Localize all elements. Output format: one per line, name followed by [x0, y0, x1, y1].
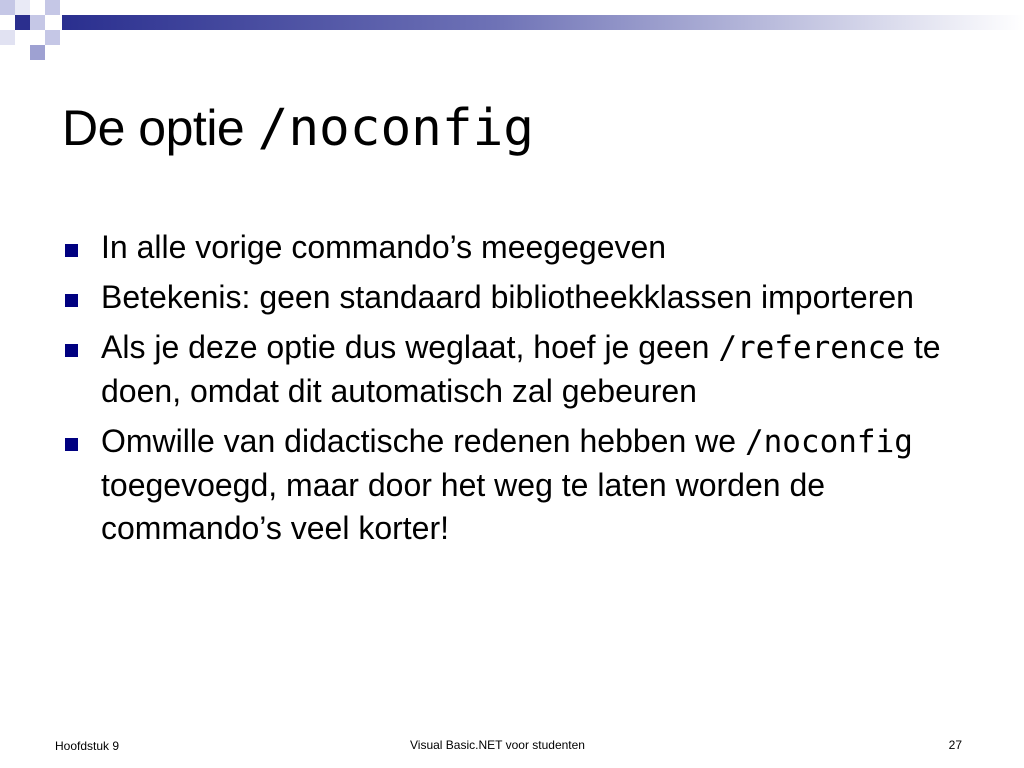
- bullet-text: Als je deze optie dus weglaat, hoef je geen: [101, 329, 719, 365]
- header-decoration: [0, 0, 1024, 64]
- bullet-item: [64, 420, 984, 550]
- decor-square: [30, 45, 45, 60]
- bullet-text: Omwille van didactische redenen hebben we: [101, 423, 745, 459]
- square-bullet-icon: [65, 294, 78, 307]
- bullet-code: /noconfig: [744, 424, 913, 460]
- decor-square: [0, 0, 15, 15]
- bullet-text: toegevoegd, maar door het weg te laten worden de commando’s veel korter!: [101, 467, 826, 546]
- decor-square: [0, 30, 15, 45]
- bullet-code: /reference: [718, 330, 905, 366]
- decor-square: [15, 15, 30, 30]
- decor-square: [45, 30, 60, 45]
- bullet-item: [64, 276, 984, 319]
- slide-title: [62, 88, 534, 169]
- square-bullet-icon: [65, 438, 78, 451]
- bullet-list: [64, 226, 984, 557]
- decor-square: [45, 0, 60, 15]
- bullet-text: te doen, omdat dit automatisch zal gebeuren: [101, 329, 941, 409]
- decor-square: [30, 15, 45, 30]
- slide-title-code: /noconfig: [257, 99, 534, 158]
- slide-title-text: De optie: [62, 100, 245, 156]
- square-bullet-icon: [65, 244, 78, 257]
- square-bullet-icon: [65, 344, 78, 357]
- bullet-text: In alle vorige commando’s meegegeven: [101, 229, 667, 265]
- decor-square: [15, 0, 30, 15]
- bullet-item: [64, 326, 984, 413]
- footer-page-number: 27: [948, 738, 962, 752]
- header-gradient-bar: [62, 15, 1024, 30]
- footer-chapter: Hoofdstuk 9: [55, 739, 120, 753]
- bullet-item: [64, 226, 984, 269]
- footer-course-title: Visual Basic.NET voor studenten: [410, 738, 585, 752]
- bullet-text: Betekenis: geen standaard bibliotheekklassen importeren: [101, 279, 914, 315]
